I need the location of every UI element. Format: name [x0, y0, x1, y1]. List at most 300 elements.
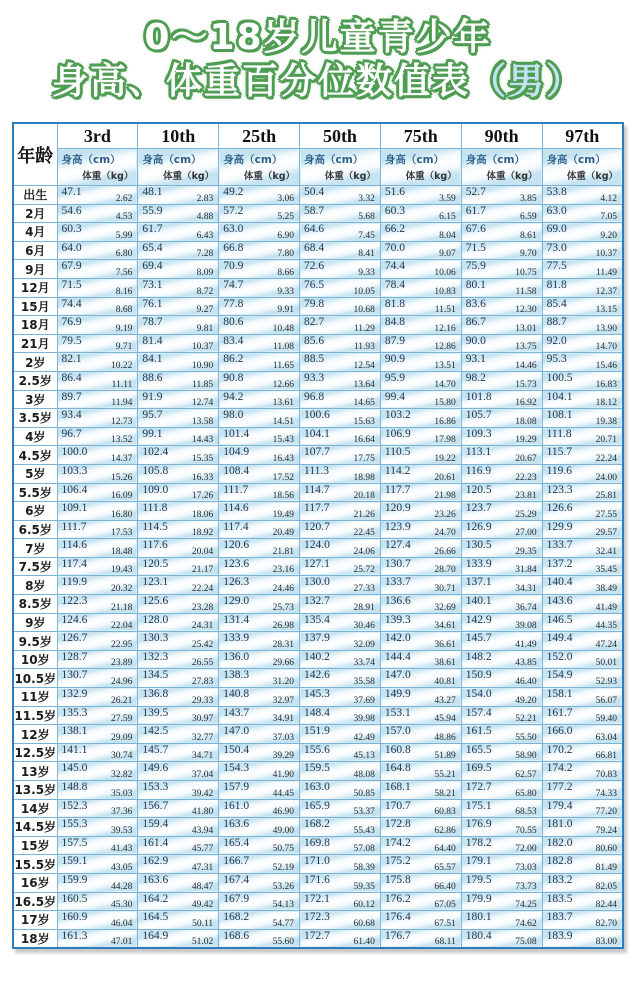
age-cell: 13.5岁: [13, 781, 57, 800]
height-value: 155.3: [61, 818, 88, 831]
height-value: 67.6: [465, 223, 486, 236]
weight-value: 9.70: [519, 249, 537, 260]
value-cell: [300, 371, 381, 390]
weight-value: 39.53: [110, 825, 133, 836]
height-value: 86.4: [61, 371, 82, 384]
weight-value: 12.54: [353, 360, 375, 371]
table-row: [13, 725, 623, 744]
value-cell: [542, 297, 623, 316]
height-value: 51.6: [384, 186, 405, 198]
weight-value: 41.49: [515, 639, 537, 650]
value-cell: [380, 260, 461, 279]
height-value: 50.4: [304, 186, 325, 198]
height-value: 69.0: [546, 223, 567, 236]
value-cell: [57, 818, 138, 837]
height-value: 61.7: [142, 223, 163, 236]
value-cell: [219, 743, 300, 762]
weight-value: 21.17: [191, 565, 214, 576]
value-cell: [380, 818, 461, 837]
value-cell: [542, 836, 623, 855]
height-value: 177.2: [546, 781, 573, 793]
weight-value: 58.21: [434, 788, 456, 799]
weight-value: 77.20: [595, 807, 617, 818]
value-cell: [380, 688, 461, 707]
height-value: 142.9: [465, 613, 492, 626]
value-cell: [138, 390, 219, 409]
height-unit-label: 身高（cm）: [465, 154, 525, 166]
table-row: [13, 446, 623, 465]
height-value: 141.1: [61, 743, 88, 756]
weight-value: 67.51: [434, 918, 456, 929]
value-cell: [219, 204, 300, 223]
weight-unit-label: 体重（kg）: [324, 171, 376, 182]
height-value: 129.0: [223, 595, 250, 608]
value-cell: [380, 371, 461, 390]
weight-value: 32.82: [110, 770, 133, 780]
value-cell: [300, 297, 381, 316]
table-body: [13, 186, 623, 949]
value-cell: [380, 669, 461, 688]
value-cell: [461, 855, 542, 874]
height-value: 142.0: [384, 632, 411, 645]
weight-value: 15.26: [110, 472, 133, 483]
value-cell: [461, 427, 542, 446]
weight-value: 52.19: [272, 862, 295, 873]
table-row: [13, 818, 623, 837]
height-value: 120.7: [304, 520, 330, 533]
value-cell: [57, 892, 138, 911]
age-cell: 21月: [13, 334, 57, 353]
weight-value: 36.61: [434, 639, 456, 650]
height-value: 49.2: [223, 186, 244, 198]
value-cell: [542, 409, 623, 428]
weight-value: 34.71: [191, 751, 214, 762]
height-value: 161.4: [142, 836, 169, 849]
weight-value: 59.35: [353, 881, 375, 892]
weight-value: 17.52: [272, 472, 295, 483]
weight-value: 29.35: [515, 546, 537, 557]
age-cell: 8.5岁: [13, 595, 57, 614]
weight-value: 31.20: [272, 677, 295, 688]
weight-value: 9.20: [600, 230, 617, 241]
height-value: 60.3: [384, 204, 405, 217]
weight-value: 48.47: [191, 881, 214, 892]
height-value: 101.4: [223, 427, 250, 440]
height-value: 85.4: [546, 297, 567, 310]
weight-value: 22.24: [191, 584, 214, 595]
value-cell: [138, 520, 219, 539]
weight-value: 39.29: [272, 751, 295, 762]
weight-value: 50.11: [192, 918, 214, 929]
weight-value: 8.68: [115, 305, 133, 316]
height-value: 53.8: [546, 186, 567, 198]
weight-value: 49.20: [515, 695, 537, 706]
height-value: 183.7: [546, 911, 573, 924]
percentile-table-container: [12, 122, 624, 949]
weight-value: 55.50: [515, 732, 537, 743]
height-value: 157.0: [384, 725, 411, 738]
value-cell: [300, 576, 381, 595]
weight-value: 17.75: [353, 453, 375, 464]
value-cell: [380, 799, 461, 818]
weight-value: 62.57: [515, 770, 537, 780]
height-value: 70.9: [223, 260, 244, 273]
height-value: 164.8: [384, 762, 411, 775]
height-value: 106.4: [61, 483, 88, 496]
height-value: 130.0: [304, 576, 330, 589]
height-value: 124.6: [61, 613, 88, 626]
height-value: 160.5: [61, 892, 88, 905]
weight-value: 18.98: [353, 472, 375, 483]
height-value: 140.8: [223, 688, 250, 701]
value-cell: [461, 334, 542, 353]
weight-value: 39.42: [191, 788, 214, 799]
table-row: [13, 427, 623, 446]
height-value: 179.4: [546, 799, 573, 812]
weight-value: 20.61: [434, 472, 456, 483]
age-cell: 11岁: [13, 688, 57, 707]
weight-value: 27.55: [595, 509, 617, 520]
height-value: 138.1: [61, 725, 88, 738]
weight-value: 18.08: [515, 416, 537, 427]
weight-value: 23.26: [434, 509, 456, 520]
weight-value: 6.15: [439, 212, 456, 223]
height-value: 102.4: [142, 446, 169, 459]
weight-value: 15.35: [191, 453, 214, 464]
weight-value: 6.80: [115, 249, 133, 260]
value-cell: [461, 409, 542, 428]
value-cell: [542, 855, 623, 874]
weight-value: 32.77: [191, 732, 214, 743]
height-value: 100.5: [546, 371, 573, 384]
height-value: 63.0: [546, 204, 567, 217]
height-value: 109.0: [142, 483, 169, 496]
value-cell: [138, 892, 219, 911]
height-value: 73.0: [546, 241, 567, 254]
value-cell: [461, 706, 542, 725]
value-cell: [461, 725, 542, 744]
value-cell: [57, 353, 138, 372]
weight-value: 15.63: [353, 416, 375, 427]
weight-value: 22.45: [353, 528, 375, 539]
weight-value: 23.28: [191, 602, 214, 613]
weight-value: 14.65: [353, 398, 375, 409]
value-cell: [138, 873, 219, 892]
weight-value: 40.81: [434, 677, 456, 688]
weight-value: 30.71: [434, 584, 456, 595]
weight-value: 43.05: [110, 862, 133, 873]
weight-value: 16.09: [110, 491, 133, 502]
value-cell: [219, 911, 300, 930]
height-value: 88.7: [546, 316, 567, 329]
weight-value: 10.75: [515, 267, 537, 278]
weight-value: 10.06: [434, 267, 456, 278]
value-cell: [300, 688, 381, 707]
height-value: 81.8: [546, 278, 567, 291]
value-cell: [380, 892, 461, 911]
height-value: 69.4: [142, 260, 163, 273]
weight-value: 42.49: [353, 732, 375, 743]
height-value: 179.5: [465, 873, 492, 886]
weight-value: 3.32: [358, 193, 375, 204]
weight-value: 10.05: [353, 286, 375, 297]
value-cell: [542, 650, 623, 669]
value-cell: [300, 595, 381, 614]
height-value: 176.4: [384, 911, 411, 924]
weight-value: 49.00: [272, 825, 295, 836]
header-3rd: 3rd: [57, 123, 138, 149]
height-value: 131.4: [223, 613, 250, 626]
value-cell: [138, 223, 219, 242]
weight-value: 16.64: [353, 435, 375, 446]
height-value: 85.6: [304, 334, 325, 347]
height-value: 126.6: [546, 502, 573, 515]
weight-value: 18.92: [191, 528, 214, 539]
weight-unit-label: 体重（kg）: [243, 171, 296, 182]
weight-value: 8.16: [115, 286, 133, 297]
height-value: 119.9: [61, 576, 87, 589]
height-value: 130.5: [465, 539, 492, 552]
value-cell: [380, 539, 461, 558]
value-cell: [461, 316, 542, 335]
weight-value: 24.96: [110, 677, 133, 688]
height-value: 143.6: [546, 595, 573, 608]
height-value: 157.9: [223, 781, 250, 793]
height-value: 100.6: [304, 409, 330, 422]
weight-value: 29.57: [595, 528, 617, 539]
age-cell: 15岁: [13, 836, 57, 855]
value-cell: [138, 446, 219, 465]
value-cell: [380, 316, 461, 335]
value-cell: [219, 446, 300, 465]
height-value: 170.2: [546, 743, 573, 756]
weight-value: 27.83: [191, 677, 214, 688]
height-value: 145.7: [142, 743, 169, 756]
height-value: 165.5: [465, 743, 492, 756]
age-cell: 3.5岁: [13, 409, 57, 428]
value-cell: [219, 892, 300, 911]
weight-value: 37.69: [353, 695, 375, 706]
value-cell: [300, 799, 381, 818]
value-cell: [138, 836, 219, 855]
weight-value: 20.49: [272, 528, 295, 539]
height-value: 113.1: [465, 446, 492, 459]
weight-value: 13.52: [110, 435, 133, 446]
weight-value: 18.12: [595, 398, 617, 409]
value-cell: [461, 632, 542, 651]
height-value: 64.0: [61, 241, 82, 254]
weight-value: 55.60: [272, 937, 295, 948]
weight-value: 36.74: [515, 602, 537, 613]
value-cell: [461, 390, 542, 409]
height-value: 148.2: [465, 650, 492, 663]
height-value: 168.2: [223, 911, 250, 924]
height-value: 114.6: [223, 502, 249, 515]
weight-value: 51.89: [434, 751, 456, 762]
height-value: 175.2: [384, 855, 411, 868]
height-value: 149.9: [384, 688, 411, 701]
value-cell: [461, 576, 542, 595]
value-cell: [542, 464, 623, 483]
weight-value: 8.04: [439, 230, 456, 241]
weight-value: 10.48: [272, 323, 295, 334]
title-male-suffix: （男）: [470, 60, 585, 102]
height-value: 174.2: [384, 836, 411, 849]
value-cell: [219, 781, 300, 800]
value-cell: [300, 427, 381, 446]
height-value: 93.4: [61, 409, 82, 422]
height-value: 104.1: [304, 427, 330, 440]
height-value: 76.9: [61, 316, 82, 329]
height-value: 95.3: [546, 353, 567, 366]
value-cell: [57, 390, 138, 409]
value-cell: [138, 706, 219, 725]
age-cell: 17岁: [13, 911, 57, 930]
weight-value: 9.71: [115, 342, 133, 353]
height-value: 142.5: [142, 725, 169, 738]
value-cell: [57, 427, 138, 446]
weight-value: 14.37: [110, 453, 133, 464]
height-value: 161.0: [223, 799, 250, 812]
weight-value: 20.32: [110, 584, 133, 595]
weight-value: 9.91: [277, 305, 295, 316]
value-cell: [57, 502, 138, 521]
value-cell: [380, 204, 461, 223]
value-cell: [219, 297, 300, 316]
weight-value: 8.41: [358, 249, 375, 260]
weight-value: 35.58: [353, 677, 375, 688]
height-value: 103.2: [384, 409, 411, 422]
value-cell: [57, 520, 138, 539]
height-value: 108.4: [223, 464, 250, 477]
weight-value: 59.40: [595, 714, 617, 725]
value-cell: [542, 725, 623, 744]
height-value: 167.9: [223, 892, 250, 905]
height-value: 126.7: [61, 632, 88, 645]
weight-value: 14.46: [515, 360, 537, 371]
height-value: 61.7: [465, 204, 486, 217]
height-value: 176.7: [384, 929, 411, 942]
height-value: 96.7: [61, 427, 82, 440]
value-cell: [138, 502, 219, 521]
weight-value: 61.40: [353, 937, 375, 948]
weight-value: 55.21: [434, 770, 456, 780]
weight-value: 7.05: [600, 212, 617, 223]
height-value: 163.0: [304, 781, 330, 793]
weight-value: 15.80: [434, 398, 456, 409]
height-value: 81.8: [384, 297, 405, 310]
table-row: [13, 204, 623, 223]
value-cell: [542, 892, 623, 911]
weight-value: 23.89: [110, 658, 133, 669]
value-cell: [380, 297, 461, 316]
height-value: 109.3: [465, 427, 492, 440]
height-value: 146.5: [546, 613, 573, 626]
value-cell: [380, 781, 461, 800]
height-value: 109.1: [61, 502, 88, 515]
weight-value: 9.27: [196, 305, 214, 316]
weight-value: 20.04: [191, 546, 214, 557]
value-cell: [57, 539, 138, 558]
weight-value: 13.90: [595, 323, 617, 334]
value-cell: [300, 334, 381, 353]
value-cell: [300, 539, 381, 558]
table-row: [13, 892, 623, 911]
table-row: [13, 688, 623, 707]
weight-value: 14.51: [272, 416, 295, 427]
height-value: 101.8: [465, 390, 492, 403]
age-cell: 7.5岁: [13, 557, 57, 576]
weight-value: 46.90: [272, 807, 295, 818]
height-value: 79.8: [304, 297, 325, 310]
weight-value: 19.38: [595, 416, 617, 427]
weight-value: 25.29: [515, 509, 537, 520]
value-cell: [57, 725, 138, 744]
height-value: 135.3: [61, 706, 88, 719]
height-value: 143.7: [223, 706, 250, 719]
table-row: [13, 595, 623, 614]
value-cell: [542, 539, 623, 558]
table-row: [13, 186, 623, 205]
height-value: 172.3: [304, 911, 330, 924]
value-cell: [219, 576, 300, 595]
table-row: [13, 781, 623, 800]
height-value: 125.6: [142, 595, 169, 608]
value-cell: [461, 260, 542, 279]
weight-value: 17.98: [434, 435, 456, 446]
weight-value: 10.90: [191, 360, 214, 371]
value-cell: [57, 576, 138, 595]
height-value: 157.4: [465, 706, 492, 719]
height-value: 114.5: [142, 520, 168, 533]
height-value: 147.0: [384, 669, 411, 682]
value-cell: [219, 390, 300, 409]
age-cell: 2岁: [13, 353, 57, 372]
weight-value: 3.85: [519, 193, 537, 204]
table-row: [13, 576, 623, 595]
height-value: 117.4: [223, 520, 249, 533]
value-cell: [542, 390, 623, 409]
value-cell: [461, 539, 542, 558]
age-cell: 12月: [13, 278, 57, 297]
weight-value: 20.67: [515, 453, 537, 464]
weight-value: 32.97: [272, 695, 295, 706]
weight-value: 27.00: [515, 528, 537, 539]
height-value: 140.4: [546, 576, 573, 589]
weight-value: 10.83: [434, 286, 456, 297]
weight-value: 82.70: [595, 918, 617, 929]
value-cell: [300, 409, 381, 428]
value-cell: [380, 483, 461, 502]
weight-value: 55.43: [353, 825, 375, 836]
value-cell: [138, 316, 219, 335]
height-value: 119.6: [546, 464, 573, 477]
weight-value: 29.33: [191, 695, 214, 706]
weight-value: 41.90: [272, 770, 295, 780]
value-cell: [300, 929, 381, 948]
value-cell: [57, 762, 138, 781]
weight-value: 8.66: [277, 267, 295, 278]
value-cell: [542, 427, 623, 446]
weight-value: 17.26: [191, 491, 214, 502]
value-cell: [57, 911, 138, 930]
table-row: [13, 353, 623, 372]
table-row: [13, 762, 623, 781]
value-cell: [300, 669, 381, 688]
value-cell: [542, 781, 623, 800]
height-value: 126.9: [465, 520, 492, 533]
table-row: [13, 632, 623, 651]
